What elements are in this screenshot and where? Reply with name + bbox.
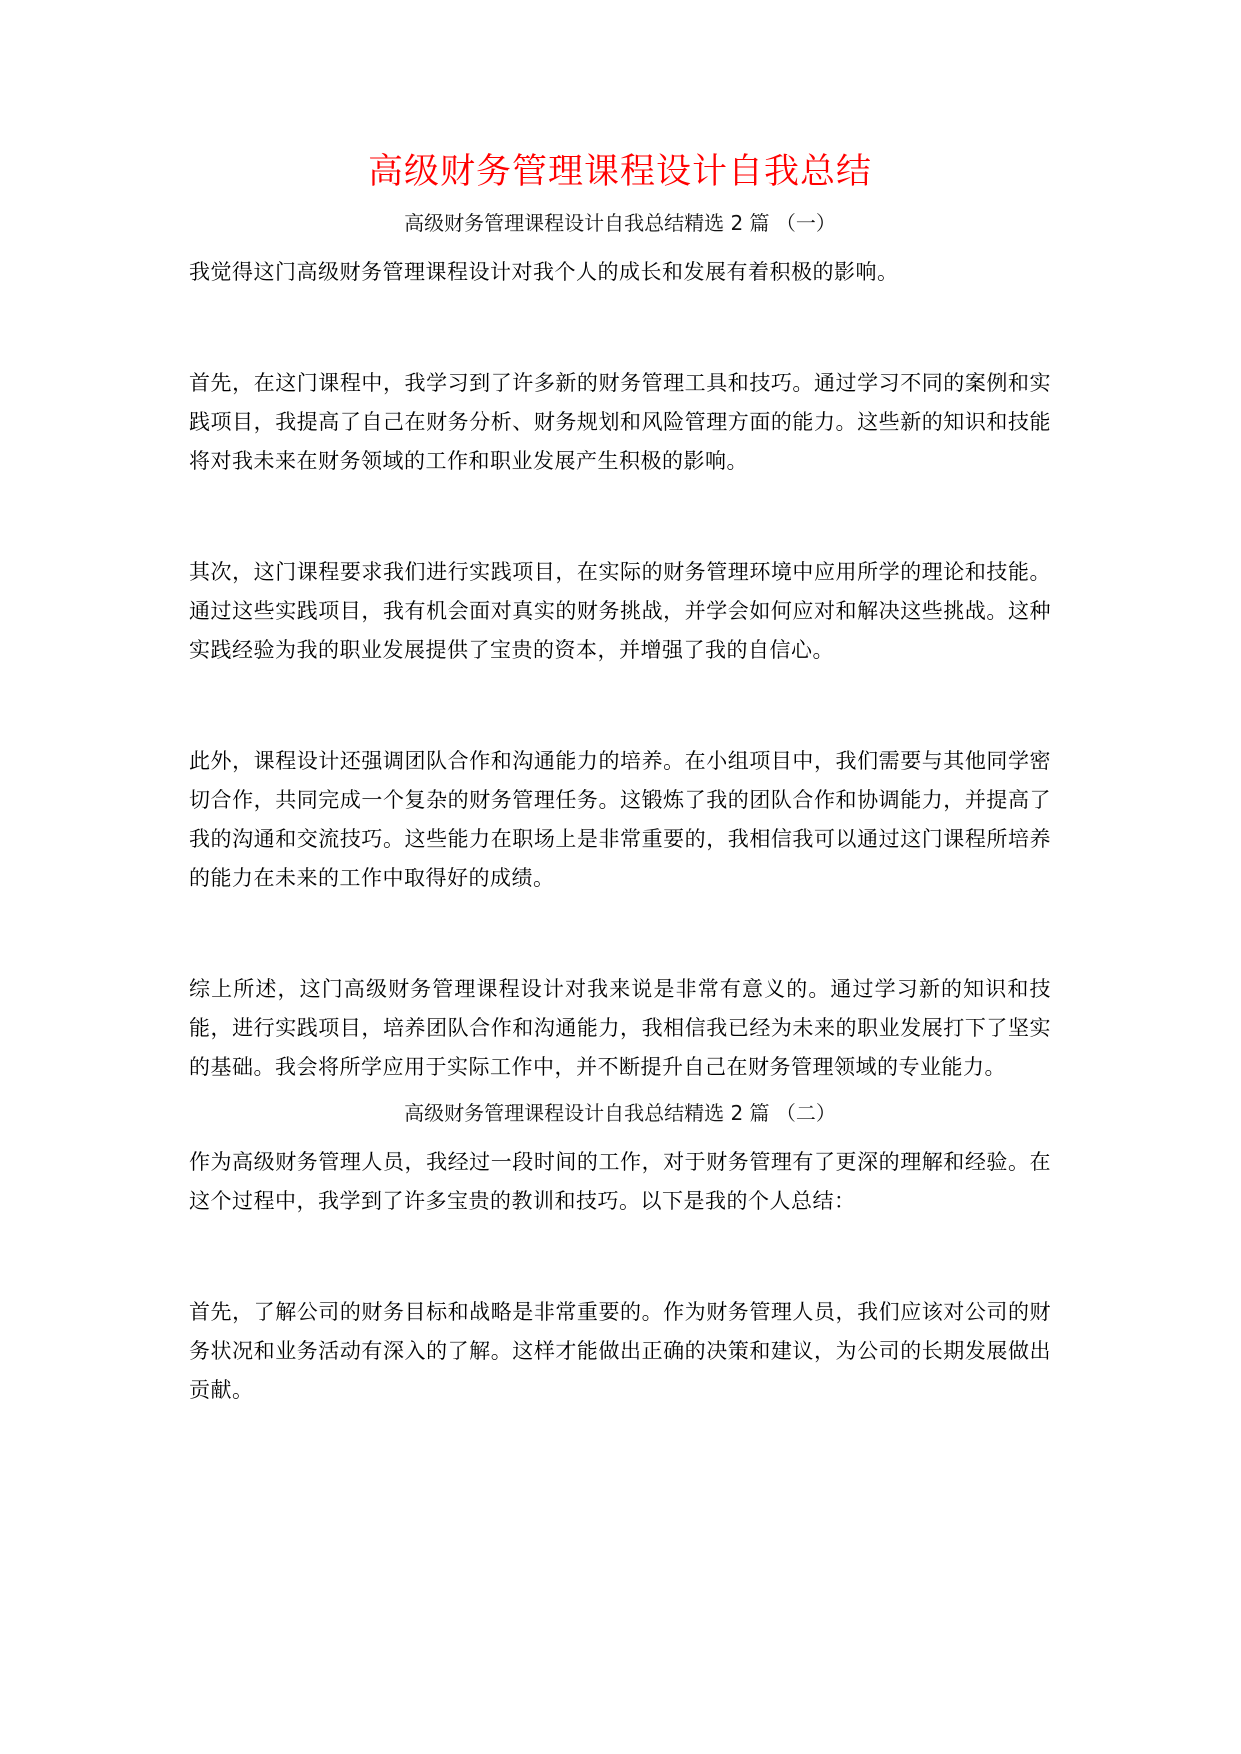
paragraph-second: 其次，这门课程要求我们进行实践项目，在实际的财务管理环境中应用所学的理论和技能。通过这些实践项目，我有机会面对真实的财务挑战，并学会如何应对和解决这些挑战。这种实践经验为我的职业发展提供了宝贵的资本，并增强了我的自信心。 — [189, 560, 1051, 662]
paragraph-first: 首先，在这门课程中，我学习到了许多新的财务管理工具和技巧。通过学习不同的案例和实践项目，我提高了自己在财务分析、财务规划和风险管理方面的能力。这些新的知识和技能将对我未来在财务领域的工作和职业发展产生积极的影响。 — [189, 371, 1051, 473]
paragraph-intro: 我觉得这门高级财务管理课程设计对我个人的成长和发展有着积极的影响。 — [189, 260, 899, 284]
paragraph-understand-goals: 首先，了解公司的财务目标和战略是非常重要的。作为财务管理人员，我们应该对公司的财务状况和业务活动有深入的了解。这样才能做出正确的决策和建议，为公司的长期发展做出贡献。 — [189, 1300, 1051, 1402]
section-heading-2: 高级财务管理课程设计自我总结精选 2 篇 （二） — [404, 1101, 836, 1125]
document-title: 高级财务管理课程设计自我总结 — [367, 152, 872, 192]
document-page — [189, 148, 1051, 1410]
paragraph-additionally: 此外，课程设计还强调团队合作和沟通能力的培养。在小组项目中，我们需要与其他同学密切合作，共同完成一个复杂的财务管理任务。这锻炼了我的团队合作和协调能力，并提高了我的沟通和交流技巧。这些能力在职场上是非常重要的，我相信我可以通过这门课程所培养的能力在未来的工作中取得好的成绩。 — [189, 749, 1051, 890]
paragraph-conclusion: 综上所述，这门高级财务管理课程设计对我来说是非常有意义的。通过学习新的知识和技能，进行实践项目，培养团队合作和沟通能力，我相信我已经为未来的职业发展打下了坚实的基础。我会将所学应用于实际工作中，并不断提升自己在财务管理领域的专业能力。 — [189, 977, 1051, 1079]
paragraph-role-intro: 作为高级财务管理人员，我经过一段时间的工作，对于财务管理有了更深的理解和经验。在这个过程中，我学到了许多宝贵的教训和技巧。以下是我的个人总结： — [189, 1150, 1051, 1213]
section-heading-1: 高级财务管理课程设计自我总结精选 2 篇 （一） — [404, 211, 836, 235]
